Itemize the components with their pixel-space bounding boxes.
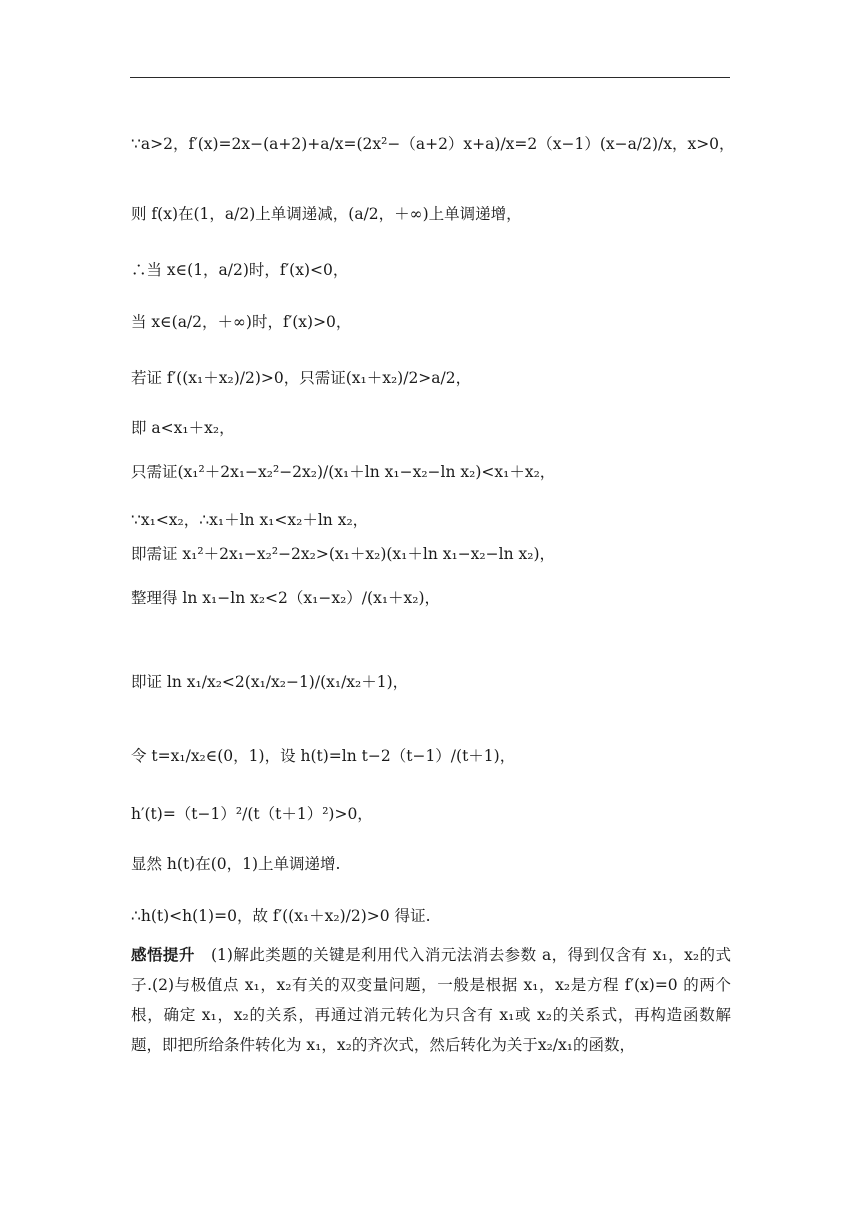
insight-body: (1)解此类题的关键是利用代入消元法消去参数 a，得到仅含有 x₁，x₂的式子.(2)与极值点 x₁，x₂有关的双变量问题，一般是根据 x₁，x₂是方程 f′(x)=0 的两个根，确定 x₁，x₂的关系，再通过消元转化为只含有 x₁或 x₂的关系式，再构造函数解题，即把所给条件转化为 x₁，x₂的齐次式，然后转化为关于x₂/x₁的函数， — [131, 946, 731, 1054]
line-2: 则 f(x)在(1，a/2)上单调递减，(a/2，＋∞)上单调递增， — [131, 205, 522, 223]
line-5: 若证 f′((x₁＋x₂)/2)>0，只需证(x₁＋x₂)/2>a/2， — [131, 369, 472, 387]
line-12: 令 t=x₁/x₂∈(0，1)，设 h(t)=ln t−2（t−1）/(t＋1)， — [131, 747, 516, 765]
line-1: ∵a>2，f′(x)=2x−(a+2)+a/x=(2x²−（a+2）x+a)/x=2（x−1）(x−a/2)/x，x>0， — [131, 135, 735, 153]
line-14: 显然 h(t)在(0，1)上单调递增. — [131, 855, 341, 873]
line-8: ∵x₁<x₂，∴x₁＋ln x₁<x₂＋ln x₂， — [131, 511, 369, 529]
line-10: 整理得 ln x₁−ln x₂<2（x₁−x₂）/(x₁＋x₂)， — [131, 589, 441, 607]
insight-heading: 感悟提升 — [131, 946, 195, 964]
line-7: 只需证(x₁²＋2x₁−x₂²−2x₂)/(x₁＋ln x₁−x₂−ln x₂)<x₁＋x₂， — [131, 463, 556, 481]
line-11: 即证 ln x₁/x₂<2(x₁/x₂−1)/(x₁/x₂＋1)， — [131, 673, 409, 691]
line-15: ∴h(t)<h(1)=0，故 f′((x₁＋x₂)/2)>0 得证. — [131, 907, 431, 925]
line-13: h′(t)=（t−1）²/(t（t＋1）²)>0， — [131, 805, 373, 823]
line-4: 当 x∈(a/2，＋∞)时，f′(x)>0， — [131, 313, 352, 331]
line-6: 即 a<x₁＋x₂， — [131, 419, 235, 437]
line-9: 即需证 x₁²＋2x₁−x₂²−2x₂>(x₁＋x₂)(x₁＋ln x₁−x₂−ln x₂)， — [131, 545, 555, 563]
insight-paragraph — [131, 940, 731, 1060]
header-rule — [130, 77, 730, 78]
line-3: ∴当 x∈(1，a/2)时，f′(x)<0， — [131, 261, 349, 279]
